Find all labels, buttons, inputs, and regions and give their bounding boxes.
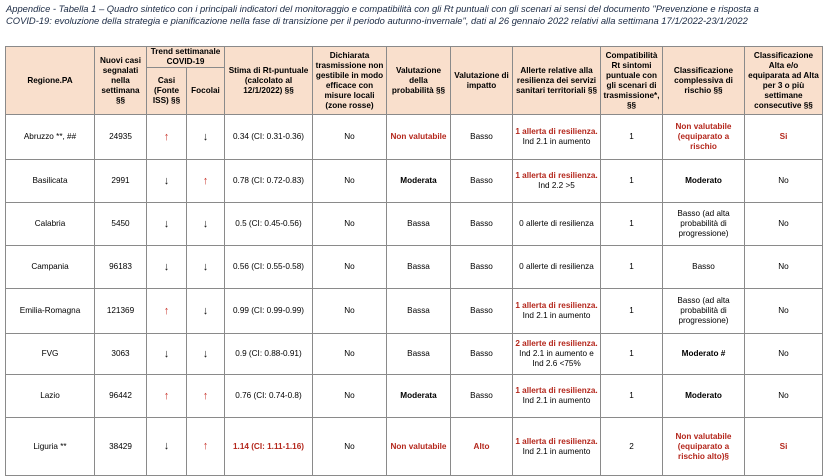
alert-main: 0 allerte di resilienza: [519, 262, 594, 271]
alert-detail: Ind 2.1 in aumento: [522, 311, 591, 320]
cell-probability: Bassa: [387, 334, 451, 375]
cell-probability: Bassa: [387, 289, 451, 334]
cell-new-cases: 24935: [95, 115, 147, 160]
header-risk: Classificazione complessiva di rischio §§: [663, 47, 745, 115]
cell-impact: Basso: [451, 160, 513, 203]
alert-main: 2 allerte di resilienza.: [515, 339, 598, 348]
cell-impact: Basso: [451, 375, 513, 418]
cell-risk: Moderato: [663, 160, 745, 203]
cell-impact: Basso: [451, 203, 513, 246]
cell-trend-cases: [147, 246, 187, 289]
cell-region: Calabria: [6, 203, 95, 246]
cell-impact: Basso: [451, 334, 513, 375]
cell-trend-cases: [147, 115, 187, 160]
arrow-down-icon: ↓: [163, 347, 170, 360]
cell-region: Lazio: [6, 375, 95, 418]
table-row: [6, 160, 823, 203]
header-cases-iss: Casi (Fonte ISS) §§: [147, 68, 187, 115]
arrow-up-icon: ↑: [163, 389, 170, 402]
cell-transmission: No: [313, 115, 387, 160]
cell-risk: Basso (ad alta probabilità di progressione): [663, 289, 745, 334]
cell-high-class: No: [745, 246, 823, 289]
cell-probability: Moderata: [387, 375, 451, 418]
table-row: [6, 334, 823, 375]
cell-high-class: Si: [745, 418, 823, 476]
cell-new-cases: 121369: [95, 289, 147, 334]
cell-trend-outbreaks: [187, 115, 225, 160]
arrow-down-icon: ↓: [202, 130, 209, 143]
cell-compat: 1: [601, 289, 663, 334]
cell-trend-cases: [147, 334, 187, 375]
cell-probability: Bassa: [387, 203, 451, 246]
cell-rt: 0.76 (CI: 0.74-0.8): [225, 375, 313, 418]
cell-risk: Basso: [663, 246, 745, 289]
cell-compat: 1: [601, 375, 663, 418]
cell-trend-outbreaks: [187, 334, 225, 375]
cell-risk: Non valutabile (equiparato a rischio alto)§: [663, 418, 745, 476]
cell-impact: Alto: [451, 418, 513, 476]
alert-main: 1 allerta di resilienza.: [515, 171, 598, 180]
alert-main: 0 allerte di resilienza: [519, 219, 594, 228]
cell-rt: 0.9 (CI: 0.88-0.91): [225, 334, 313, 375]
cell-new-cases: 96442: [95, 375, 147, 418]
table-row: [6, 115, 823, 160]
cell-transmission: No: [313, 246, 387, 289]
header-transmission: Dichiarata trasmissione non gestibile in modo efficace con misure locali (zone rosse): [313, 47, 387, 115]
arrow-up-icon: ↑: [202, 389, 209, 402]
cell-trend-outbreaks: [187, 418, 225, 476]
alert-detail: Ind 2.1 in aumento e Ind 2.6 <75%: [519, 349, 594, 368]
cell-region: Liguria **: [6, 418, 95, 476]
cell-region: Emilia-Romagna: [6, 289, 95, 334]
alert-main: 1 allerta di resilienza.: [515, 127, 598, 136]
cell-compat: 1: [601, 115, 663, 160]
cell-high-class: Si: [745, 115, 823, 160]
cell-region: Basilicata: [6, 160, 95, 203]
cell-trend-cases: [147, 418, 187, 476]
alert-main: 1 allerta di resilienza.: [515, 436, 598, 446]
cell-transmission: No: [313, 160, 387, 203]
alert-detail: Ind 2.2 >5: [538, 181, 575, 190]
cell-compat: 1: [601, 160, 663, 203]
cell-compat: 1: [601, 334, 663, 375]
arrow-down-icon: ↓: [163, 440, 170, 452]
cell-probability: Non valutabile: [387, 115, 451, 160]
arrow-down-icon: ↓: [163, 260, 170, 273]
cell-alerts: [513, 418, 601, 476]
header-region: Regione.PA: [6, 47, 95, 115]
cell-trend-cases: [147, 160, 187, 203]
cell-trend-cases: [147, 289, 187, 334]
arrow-down-icon: ↓: [202, 260, 209, 273]
cell-trend-cases: [147, 203, 187, 246]
cell-probability: Moderata: [387, 160, 451, 203]
cell-new-cases: 3063: [95, 334, 147, 375]
cell-region: Abruzzo **, ##: [6, 115, 95, 160]
table-row: [6, 289, 823, 334]
alert-main: 1 allerta di resilienza.: [515, 386, 598, 395]
header-probability: Valutazione della probabilità §§: [387, 47, 451, 115]
arrow-up-icon: ↑: [163, 304, 170, 317]
arrow-down-icon: ↓: [202, 217, 209, 230]
cell-probability: Non valutabile: [387, 418, 451, 476]
cell-alerts: [513, 203, 601, 246]
cell-compat: 1: [601, 203, 663, 246]
header-impact: Valutazione di impatto: [451, 47, 513, 115]
cell-impact: Basso: [451, 289, 513, 334]
cell-new-cases: 38429: [95, 418, 147, 476]
arrow-up-icon: ↑: [163, 130, 170, 143]
header-compat: Compatibilità Rt sintomi puntuale con gli scenari di trasmissione*, §§: [601, 47, 663, 115]
cell-alerts: [513, 246, 601, 289]
alert-detail: Ind 2.1 in aumento: [522, 137, 591, 146]
arrow-down-icon: ↓: [163, 174, 170, 187]
cell-risk: Moderato #: [663, 334, 745, 375]
header-rt: Stima di Rt-puntuale (calcolato al 12/1/2022) §§: [225, 47, 313, 115]
header-high-class: Classificazione Alta e/o equiparata ad Alta per 3 o più settimane consecutive §§: [745, 47, 823, 115]
alert-detail: Ind 2.1 in aumento: [522, 446, 591, 456]
alert-main: 1 allerta di resilienza.: [515, 301, 598, 310]
cell-new-cases: 5450: [95, 203, 147, 246]
monitoring-table: [5, 46, 823, 476]
cell-rt: 0.99 (CI: 0.99-0.99): [225, 289, 313, 334]
cell-high-class: No: [745, 203, 823, 246]
cell-transmission: No: [313, 334, 387, 375]
header-new-cases: Nuovi casi segnalati nella settimana §§: [95, 47, 147, 115]
cell-compat: 1: [601, 246, 663, 289]
header-trend: Trend settimanale COVID-19: [147, 47, 225, 68]
alert-detail: Ind 2.1 in aumento: [522, 396, 591, 405]
cell-transmission: No: [313, 289, 387, 334]
cell-new-cases: 2991: [95, 160, 147, 203]
cell-region: FVG: [6, 334, 95, 375]
cell-rt: 1.14 (CI: 1.11-1.16): [225, 418, 313, 476]
cell-trend-outbreaks: [187, 203, 225, 246]
table-row: [6, 418, 823, 476]
cell-high-class: No: [745, 334, 823, 375]
cell-probability: Bassa: [387, 246, 451, 289]
cell-alerts: [513, 334, 601, 375]
cell-trend-cases: [147, 375, 187, 418]
cell-rt: 0.78 (CI: 0.72-0.83): [225, 160, 313, 203]
cell-high-class: No: [745, 160, 823, 203]
table-caption: Appendice - Tabella 1 – Quadro sintetico con i principali indicatori del monitoraggio e compatibilità con gli Rt puntuali con gli scenari ai sensi del documento "Prevenzione e risposta a COVID-19: evoluzione della strategia e pianificazione nella fase di transizione per il periodo autunno-invernale", dati al 26 gennaio 2022 relativi alla settimana 17/1/2022-23/1/2022: [6, 3, 759, 26]
cell-trend-outbreaks: [187, 375, 225, 418]
arrow-down-icon: ↓: [202, 347, 209, 360]
cell-rt: 0.5 (CI: 0.45-0.56): [225, 203, 313, 246]
cell-impact: Basso: [451, 246, 513, 289]
arrow-up-icon: ↑: [202, 174, 209, 187]
cell-alerts: [513, 115, 601, 160]
cell-alerts: [513, 289, 601, 334]
arrow-down-icon: ↓: [202, 304, 209, 317]
table-row: [6, 375, 823, 418]
cell-transmission: No: [313, 375, 387, 418]
arrow-up-icon: ↑: [202, 440, 209, 452]
cell-trend-outbreaks: [187, 160, 225, 203]
cell-trend-outbreaks: [187, 246, 225, 289]
table-row: [6, 246, 823, 289]
cell-compat: 2: [601, 418, 663, 476]
cell-alerts: [513, 160, 601, 203]
cell-risk: Basso (ad alta probabilità di progressione): [663, 203, 745, 246]
cell-risk: Non valutabile (equiparato a rischio: [663, 115, 745, 160]
cell-rt: 0.34 (CI: 0.31-0.36): [225, 115, 313, 160]
cell-high-class: No: [745, 289, 823, 334]
cell-alerts: [513, 375, 601, 418]
header-outbreaks: Focolai: [187, 68, 225, 115]
cell-region: Campania: [6, 246, 95, 289]
cell-transmission: No: [313, 418, 387, 476]
cell-trend-outbreaks: [187, 289, 225, 334]
table-row: [6, 203, 823, 246]
cell-new-cases: 96183: [95, 246, 147, 289]
cell-impact: Basso: [451, 115, 513, 160]
cell-risk: Moderato: [663, 375, 745, 418]
header-alerts: Allerte relative alla resilienza dei servizi sanitari territoriali §§: [513, 47, 601, 115]
arrow-down-icon: ↓: [163, 217, 170, 230]
cell-rt: 0.56 (CI: 0.55-0.58): [225, 246, 313, 289]
cell-transmission: No: [313, 203, 387, 246]
cell-high-class: No: [745, 375, 823, 418]
